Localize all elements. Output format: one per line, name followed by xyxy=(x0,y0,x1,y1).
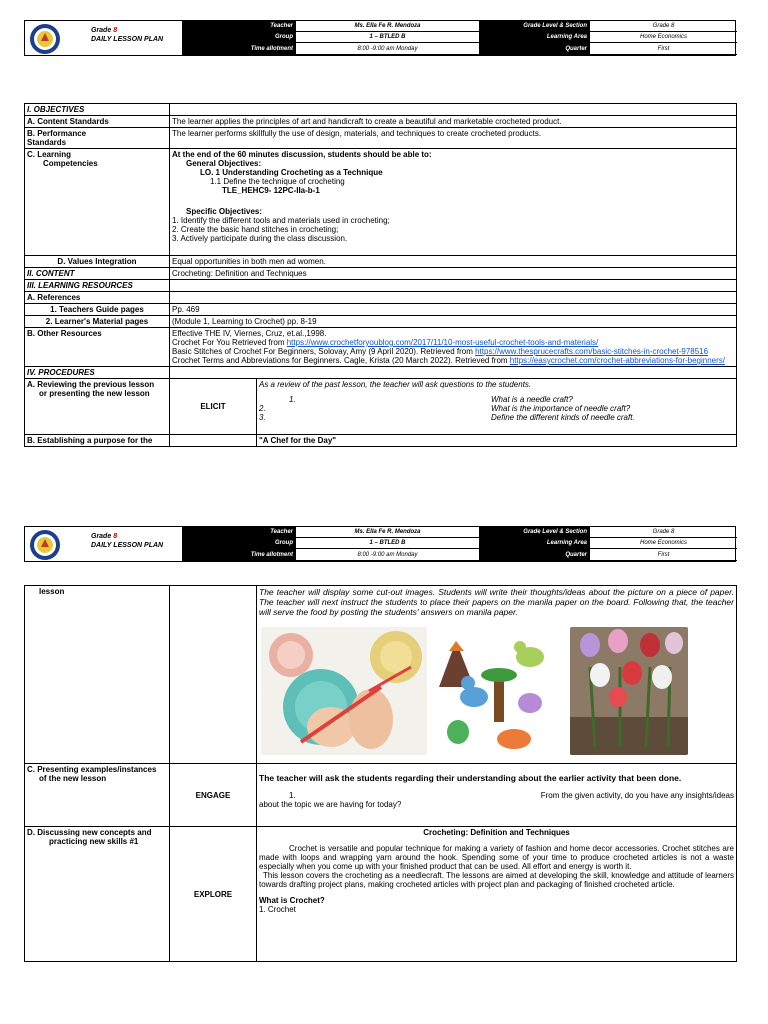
presenting-examples-label: C. Presenting examples/instances of the new lesson xyxy=(25,764,170,827)
values-integration-text: Equal opportunities in both men ad women. xyxy=(170,256,737,268)
discussing-concepts-label: D. Discussing new concepts and practicing new skills #1 xyxy=(25,827,170,962)
quarter-key: Quarter xyxy=(479,43,590,55)
procedures-table-1 xyxy=(24,378,737,447)
area-key: Learning Area xyxy=(479,538,590,549)
performance-standards-text: The learner performs skillfully the use of design, materials, and techniques to create crocheted products. xyxy=(170,128,737,149)
learners-material-label: 2. Learner's Material pages xyxy=(25,316,170,328)
lesson-continued-label: lesson xyxy=(25,586,170,764)
crochet-hands-image xyxy=(261,627,427,755)
teacher-value: Ms. Ella Fe R. Mendoza xyxy=(296,527,479,538)
grade-label: Grade 8 xyxy=(91,27,118,34)
activity-cell xyxy=(257,586,737,764)
purpose-label: B. Establishing a purpose for the xyxy=(25,435,170,447)
page1-body xyxy=(24,103,736,447)
teachers-guide-label: 1. Teachers Guide pages xyxy=(25,304,170,316)
time-key: Time allotment xyxy=(182,549,296,561)
engage-label: ENGAGE xyxy=(170,764,257,827)
discussion-text: Crocheting: Definition and Techniques Crochet is versatile and popular technique for making a variety of fashion and home decor accessories. Crochet stitches are made with loops and wrapping yarn around the hook. Spending some of your time to produce crocheted articles is not a waste especially when you come up with your finished product that can be used. All effort and energy is worth it. This lesson covers the crocheting as a needlecraft. The lessons are aimed at developing the skill, knowledge and attitude of learners towards drafting project plans, making crocheted articles with project plan and packaging of finished crocheted article. What is Crochet? 1. Crochet xyxy=(257,827,737,962)
procedures-heading: IV. PROCEDURES xyxy=(25,367,170,379)
page2-body xyxy=(24,585,736,962)
grade-level-value: Grade 8 xyxy=(590,527,737,538)
quarter-key: Quarter xyxy=(479,549,590,561)
reviewing-text: As a review of the past lesson, the teacher will ask questions to the students. 1. What is a needle craft? 2. What is the importance of needle craft? 3. Define the different kinds of needle craft. xyxy=(257,379,737,435)
engage-text: The teacher will ask the students regarding their understanding about the earlier activity that been done. 1. From the given activity, do you have any insights/ideas about the topic we are having for today? xyxy=(257,764,737,827)
header-title xyxy=(91,532,163,550)
grade-level-value: Grade 8 xyxy=(590,21,737,32)
procedures-table-2 xyxy=(24,585,737,962)
other-resources-text: Effective THE IV, Viernes, Cruz, et.al.,1998. Crochet For You Retrieved from https://www.crochetforyoublog.com/2017/11/10-most-useful-crochet-tools-and-materials/ Basic Stitches of Crochet For Beginners, Solovay, Amy (9 April 2020). Retrieved from https://www.thesprucecrafts.com/basic-stitches-in-crochet-978516 Crochet Terms and Abbreviations for Beginners. Cagle, Krista (20 March 2022). Retrieved from https://easycrochet.com/crochet-abbreviations-for-beginners/ xyxy=(170,328,737,367)
page1-header xyxy=(24,20,736,56)
group-value: 1 – BTLED B xyxy=(296,32,479,43)
resource-link-2[interactable]: https://www.thesprucecrafts.com/basic-stitches-in-crochet-978516 xyxy=(475,347,709,356)
lesson-plan-table-1 xyxy=(24,103,737,379)
quarter-value: First xyxy=(590,549,737,561)
time-value: 8:00 -9:00 am Monday xyxy=(296,549,479,561)
group-key: Group xyxy=(182,538,296,549)
performance-standards-label: B. Performance Standards xyxy=(25,128,170,149)
plan-label: DAILY LESSON PLAN xyxy=(91,36,164,43)
area-key: Learning Area xyxy=(479,32,590,43)
teacher-value: Ms. Ella Fe R. Mendoza xyxy=(296,21,479,32)
resource-link-3[interactable]: https://easycrochet.com/crochet-abbreviations-for-beginners/ xyxy=(509,356,726,365)
crochet-roses-image xyxy=(570,627,688,755)
header-grid xyxy=(182,21,737,55)
teacher-key: Teacher xyxy=(182,527,296,538)
grade-level-key: Grade Level & Section xyxy=(479,527,590,538)
competencies-label: C. Learning Competencies xyxy=(25,149,170,256)
activity-images xyxy=(259,627,734,757)
content-heading: II. CONTENT xyxy=(25,268,170,280)
area-value: Home Economics xyxy=(590,32,737,43)
teacher-key: Teacher xyxy=(182,21,296,32)
quarter-value: First xyxy=(590,43,737,55)
references-label: A. References xyxy=(25,292,170,304)
area-value: Home Economics xyxy=(590,538,737,549)
other-resources-label: B. Other Resources xyxy=(25,328,170,367)
activity-text: The teacher will display some cut-out images. Students will write their thoughts/ideas about the picture on a piece of paper. The teacher will next instruct the students to place their papers on the manila paper on the board. Following that, the teacher will serve the food by posting the students' answers on manila paper. xyxy=(259,587,734,617)
objectives-heading: I. OBJECTIVES xyxy=(25,104,170,116)
crochet-dinosaurs-image xyxy=(434,627,556,755)
teachers-guide-text: Pp. 469 xyxy=(170,304,737,316)
learners-material-text: (Module 1, Learning to Crochet) pp. 8-19 xyxy=(170,316,737,328)
elicit-label: ELICIT xyxy=(170,379,257,435)
content-standards-text: The learner applies the principles of art and handicraft to create a beautiful and marketable crocheted product. xyxy=(170,116,737,128)
time-value: 8:00 -9:00 am Monday xyxy=(296,43,479,55)
header-grid xyxy=(182,527,737,561)
competencies-text: At the end of the 60 minutes discussion, students should be able to: General Objectives: LO. 1 Understanding Crocheting as a Technique 1.1 Define the technique of crocheting TLE_HEHC9- 12PC-IIa-b-1 Specific Objectives: 1. Identify the different tools and materials used in crocheting; 2. Create the basic hand stitches in crocheting; 3. Actively participate during the class discussion. xyxy=(170,149,737,256)
group-value: 1 – BTLED B xyxy=(296,538,479,549)
content-text: Crocheting: Definition and Techniques xyxy=(170,268,737,280)
discussion-title: Crocheting: Definition and Techniques xyxy=(423,828,570,837)
plan-label: DAILY LESSON PLAN xyxy=(91,542,164,549)
explore-label: EXPLORE xyxy=(170,827,257,962)
deped-seal-icon xyxy=(29,529,61,561)
grade-label: Grade 8 xyxy=(91,533,118,540)
purpose-text: "A Chef for the Day" xyxy=(257,435,737,447)
reviewing-label: A. Reviewing the previous lesson or presenting the new lesson xyxy=(25,379,170,435)
values-integration-label: D. Values Integration xyxy=(25,256,170,268)
deped-seal-icon xyxy=(29,23,61,55)
resource-link-1[interactable]: https://www.crochetforyoublog.com/2017/11/10-most-useful-crochet-tools-and-materials/ xyxy=(286,338,599,347)
content-standards-label: A. Content Standards xyxy=(25,116,170,128)
learning-resources-heading: III. LEARNING RESOURCES xyxy=(25,280,170,292)
page2-header xyxy=(24,526,736,562)
time-key: Time allotment xyxy=(182,43,296,55)
group-key: Group xyxy=(182,32,296,43)
header-title xyxy=(91,26,163,44)
grade-level-key: Grade Level & Section xyxy=(479,21,590,32)
